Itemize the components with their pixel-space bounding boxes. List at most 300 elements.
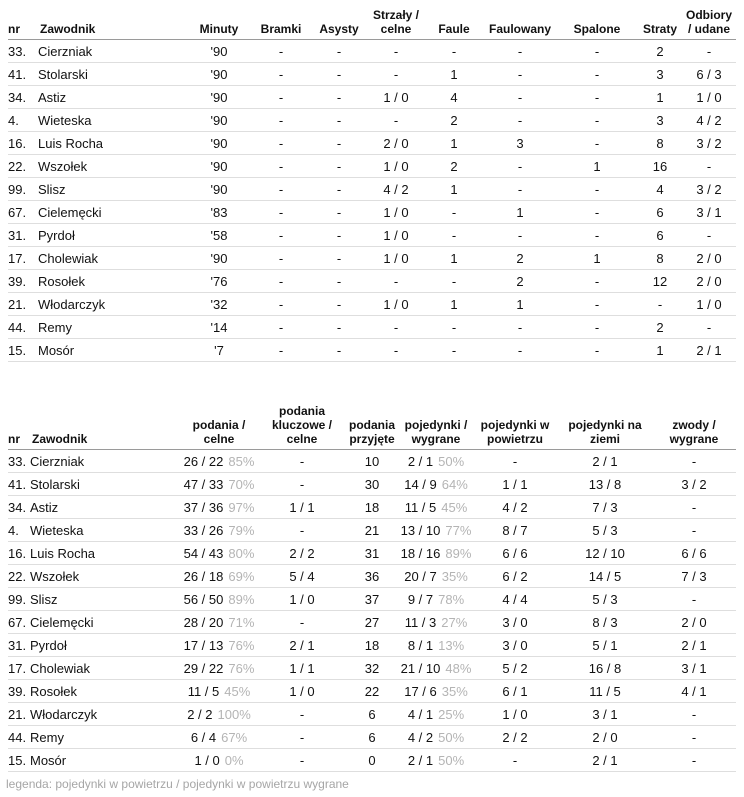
- player-number: 4.: [8, 109, 38, 132]
- stat-percentage: 50%: [438, 752, 465, 768]
- stat-cell: -: [652, 519, 736, 542]
- stat-value: 54 / 43: [183, 545, 224, 561]
- stat-percentage: 64%: [441, 476, 468, 492]
- stat-cell: -: [638, 293, 682, 316]
- stat-cell: 18: [344, 496, 400, 519]
- stat-value: 33 / 26: [183, 522, 224, 538]
- player-name: Wszołek: [38, 155, 186, 178]
- stat-cell: 1: [556, 247, 638, 270]
- stat-cell: '32: [186, 293, 252, 316]
- stat-cell: -: [310, 86, 368, 109]
- stat-cell: 2: [424, 155, 484, 178]
- stat-cell: -: [310, 155, 368, 178]
- column-header: Faulowany: [484, 8, 556, 40]
- match-stats-table: [8, 8, 736, 362]
- table-row: [8, 611, 736, 634]
- stat-cell: [400, 726, 472, 749]
- stat-cell: 3: [484, 132, 556, 155]
- stat-cell: 1 / 1: [472, 473, 558, 496]
- stat-cell: 5 / 3: [558, 588, 652, 611]
- stat-cell: 1 / 0: [368, 293, 424, 316]
- stat-cell: 27: [344, 611, 400, 634]
- stat-cell: -: [310, 178, 368, 201]
- stat-cell: [178, 588, 260, 611]
- player-name: Astiz: [38, 86, 186, 109]
- table-row: [8, 588, 736, 611]
- stat-cell: -: [682, 224, 736, 247]
- stat-percentage: 85%: [228, 453, 255, 469]
- stat-cell: -: [556, 270, 638, 293]
- stat-cell: 1: [556, 155, 638, 178]
- stat-percentage: 89%: [228, 591, 255, 607]
- stat-percentage: 13%: [438, 637, 465, 653]
- stat-cell: [178, 542, 260, 565]
- stat-percentage: 35%: [441, 568, 468, 584]
- stat-cell: -: [260, 611, 344, 634]
- stat-cell: 2 / 1: [652, 634, 736, 657]
- player-number: 39.: [8, 270, 38, 293]
- stat-cell: -: [484, 63, 556, 86]
- stat-cell: -: [556, 86, 638, 109]
- stat-cell: 16: [638, 155, 682, 178]
- stat-cell: '76: [186, 270, 252, 293]
- stat-cell: 1 / 0: [260, 588, 344, 611]
- stat-cell: 2 / 0: [652, 611, 736, 634]
- stat-cell: '58: [186, 224, 252, 247]
- stat-cell: -: [310, 132, 368, 155]
- stat-cell: 2: [638, 40, 682, 63]
- stat-cell: 2: [424, 109, 484, 132]
- stat-cell: -: [652, 703, 736, 726]
- column-header: Strzały / celne: [368, 8, 424, 40]
- player-name: Astiz: [30, 496, 178, 519]
- player-name: Rosołek: [38, 270, 186, 293]
- player-name: Stolarski: [38, 63, 186, 86]
- stat-cell: '90: [186, 109, 252, 132]
- stat-cell: [400, 680, 472, 703]
- stat-cell: -: [424, 316, 484, 339]
- stat-cell: [400, 657, 472, 680]
- player-number: 15.: [8, 749, 30, 772]
- column-header: Bramki: [252, 8, 310, 40]
- stat-percentage: 50%: [438, 453, 465, 469]
- stat-cell: [400, 473, 472, 496]
- stat-cell: [178, 519, 260, 542]
- stat-value: 18 / 16: [400, 545, 441, 561]
- player-name: Mosór: [38, 339, 186, 362]
- table-row: [8, 680, 736, 703]
- table-row: [8, 316, 736, 339]
- stat-cell: 6 / 6: [472, 542, 558, 565]
- stat-percentage: 25%: [438, 706, 465, 722]
- stat-cell: [178, 657, 260, 680]
- column-header: podania kluczowe / celne: [260, 404, 344, 450]
- table-row: [8, 496, 736, 519]
- stat-cell: -: [556, 316, 638, 339]
- player-number: 15.: [8, 339, 38, 362]
- stat-cell: 3 / 1: [558, 703, 652, 726]
- stat-cell: [400, 588, 472, 611]
- stat-cell: 31: [344, 542, 400, 565]
- player-name: Luis Rocha: [30, 542, 178, 565]
- player-name: Cielemęcki: [38, 201, 186, 224]
- stat-cell: [400, 496, 472, 519]
- player-name: Pyrdoł: [38, 224, 186, 247]
- stat-cell: 1 / 0: [682, 293, 736, 316]
- table-row: [8, 726, 736, 749]
- stat-cell: [178, 496, 260, 519]
- stat-cell: -: [652, 450, 736, 473]
- table-row: [8, 178, 736, 201]
- stat-percentage: 71%: [228, 614, 255, 630]
- stat-cell: -: [368, 270, 424, 293]
- player-name: Pyrdoł: [30, 634, 178, 657]
- stat-cell: -: [368, 316, 424, 339]
- stat-cell: -: [252, 270, 310, 293]
- stat-cell: 3 / 1: [652, 657, 736, 680]
- player-name: Remy: [30, 726, 178, 749]
- column-header: Zawodnik: [30, 404, 178, 450]
- stat-cell: [400, 450, 472, 473]
- stat-cell: -: [252, 40, 310, 63]
- stat-cell: 3 / 0: [472, 634, 558, 657]
- stat-cell: -: [484, 224, 556, 247]
- stat-value: 17 / 13: [183, 637, 224, 653]
- stat-cell: 4 / 2: [682, 109, 736, 132]
- table-row: [8, 634, 736, 657]
- column-header: Spalone: [556, 8, 638, 40]
- table-row: [8, 293, 736, 316]
- stat-percentage: 78%: [438, 591, 465, 607]
- stat-cell: -: [652, 726, 736, 749]
- table-row: [8, 109, 736, 132]
- stat-cell: -: [556, 132, 638, 155]
- table-row: [8, 565, 736, 588]
- stat-value: 37 / 36: [183, 499, 224, 515]
- stat-cell: 6 / 3: [682, 63, 736, 86]
- stat-cell: [400, 542, 472, 565]
- table-row: [8, 473, 736, 496]
- stat-cell: -: [652, 749, 736, 772]
- table-row: [8, 519, 736, 542]
- stat-cell: 1: [424, 178, 484, 201]
- stat-percentage: 100%: [217, 706, 251, 722]
- column-header: zwody / wygrane: [652, 404, 736, 450]
- column-header: pojedynki w powietrzu: [472, 404, 558, 450]
- stat-cell: 3: [638, 63, 682, 86]
- column-header: Faule: [424, 8, 484, 40]
- stat-percentage: 45%: [441, 499, 468, 515]
- stat-cell: -: [260, 749, 344, 772]
- stat-percentage: 48%: [445, 660, 472, 676]
- stat-cell: 1 / 0: [368, 247, 424, 270]
- stat-percentage: 76%: [228, 637, 255, 653]
- stat-value: 26 / 18: [183, 568, 224, 584]
- stat-cell: 3 / 2: [682, 132, 736, 155]
- stat-cell: 6 / 6: [652, 542, 736, 565]
- stat-cell: 5 / 1: [558, 634, 652, 657]
- stat-cell: -: [252, 109, 310, 132]
- stat-cell: 37: [344, 588, 400, 611]
- stat-cell: 6: [344, 726, 400, 749]
- stat-cell: 4 / 2: [368, 178, 424, 201]
- stat-cell: 30: [344, 473, 400, 496]
- stat-value: 9 / 7: [407, 591, 434, 607]
- stat-cell: '90: [186, 40, 252, 63]
- stat-cell: -: [260, 473, 344, 496]
- stat-cell: 8: [638, 247, 682, 270]
- stat-percentage: 77%: [445, 522, 472, 538]
- stat-value: 1 / 0: [194, 752, 220, 768]
- table-row: [8, 40, 736, 63]
- stat-value: 11 / 5: [404, 499, 437, 515]
- stat-cell: -: [310, 293, 368, 316]
- stat-cell: -: [484, 178, 556, 201]
- column-header: podania / celne: [178, 404, 260, 450]
- stat-cell: 1: [638, 339, 682, 362]
- player-number: 33.: [8, 40, 38, 63]
- player-name: Włodarczyk: [30, 703, 178, 726]
- player-number: 44.: [8, 316, 38, 339]
- stat-cell: 1 / 0: [368, 86, 424, 109]
- player-number: 99.: [8, 588, 30, 611]
- stat-cell: [178, 450, 260, 473]
- table-row: [8, 703, 736, 726]
- stat-cell: 2: [638, 316, 682, 339]
- stat-cell: -: [368, 63, 424, 86]
- stat-cell: '14: [186, 316, 252, 339]
- stat-cell: 3: [638, 109, 682, 132]
- player-number: 67.: [8, 201, 38, 224]
- stat-cell: 3 / 2: [682, 178, 736, 201]
- stat-value: 6 / 4: [190, 729, 217, 745]
- table-row: [8, 542, 736, 565]
- stat-value: 4 / 1: [407, 706, 434, 722]
- duels-passes-table: [8, 404, 736, 772]
- player-name: Rosołek: [30, 680, 178, 703]
- stat-cell: -: [252, 293, 310, 316]
- stat-cell: 14 / 5: [558, 565, 652, 588]
- stat-cell: 11 / 5: [558, 680, 652, 703]
- player-name: Cielemęcki: [30, 611, 178, 634]
- stat-cell: -: [472, 450, 558, 473]
- player-name: Mosór: [30, 749, 178, 772]
- player-name: Cierzniak: [38, 40, 186, 63]
- stat-cell: -: [556, 178, 638, 201]
- stat-cell: 2 / 1: [260, 634, 344, 657]
- player-number: 67.: [8, 611, 30, 634]
- stat-cell: 32: [344, 657, 400, 680]
- player-name: Cierzniak: [30, 450, 178, 473]
- stat-value: 47 / 33: [183, 476, 224, 492]
- stat-cell: 3 / 1: [682, 201, 736, 224]
- table-row: [8, 657, 736, 680]
- stat-cell: -: [424, 40, 484, 63]
- stat-cell: -: [682, 155, 736, 178]
- stat-value: 2 / 1: [407, 453, 434, 469]
- player-number: 31.: [8, 634, 30, 657]
- column-header: Odbiory / udane: [682, 8, 736, 40]
- stat-percentage: 76%: [228, 660, 255, 676]
- stat-cell: 4 / 4: [472, 588, 558, 611]
- stat-cell: '90: [186, 63, 252, 86]
- player-name: Slisz: [30, 588, 178, 611]
- stat-cell: 1: [424, 63, 484, 86]
- column-header: pojedynki / wygrane: [400, 404, 472, 450]
- stat-value: 26 / 22: [183, 453, 224, 469]
- stat-cell: 36: [344, 565, 400, 588]
- player-name: Cholewiak: [30, 657, 178, 680]
- stat-cell: 8 / 3: [558, 611, 652, 634]
- player-number: 99.: [8, 178, 38, 201]
- player-number: 16.: [8, 542, 30, 565]
- player-number: 41.: [8, 473, 30, 496]
- stat-percentage: 69%: [228, 568, 255, 584]
- legend-note: legenda: pojedynki w powietrzu / pojedynki w powietrzu wygrane: [6, 777, 349, 791]
- stat-cell: -: [260, 450, 344, 473]
- column-header: podania przyjęte: [344, 404, 400, 450]
- stat-cell: -: [484, 339, 556, 362]
- stat-percentage: 79%: [228, 522, 255, 538]
- stat-cell: 5 / 3: [558, 519, 652, 542]
- column-header: Straty: [638, 8, 682, 40]
- stat-cell: [178, 565, 260, 588]
- stat-cell: -: [252, 247, 310, 270]
- player-number: 44.: [8, 726, 30, 749]
- stat-cell: -: [556, 201, 638, 224]
- stat-cell: -: [368, 339, 424, 362]
- player-name: Wszołek: [30, 565, 178, 588]
- stat-cell: 2: [484, 247, 556, 270]
- stat-cell: '7: [186, 339, 252, 362]
- stat-value: 56 / 50: [183, 591, 224, 607]
- player-number: 41.: [8, 63, 38, 86]
- stat-cell: -: [556, 224, 638, 247]
- stat-value: 13 / 10: [400, 522, 441, 538]
- stat-cell: -: [368, 109, 424, 132]
- stat-cell: [178, 680, 260, 703]
- stat-cell: 6: [344, 703, 400, 726]
- stat-cell: [400, 703, 472, 726]
- stat-cell: 8 / 7: [472, 519, 558, 542]
- stat-cell: -: [310, 63, 368, 86]
- stat-cell: -: [652, 588, 736, 611]
- stat-cell: 4 / 2: [472, 496, 558, 519]
- stat-cell: [400, 519, 472, 542]
- stat-cell: '83: [186, 201, 252, 224]
- stat-cell: 12 / 10: [558, 542, 652, 565]
- stat-cell: 1 / 0: [260, 680, 344, 703]
- stat-percentage: 67%: [221, 729, 248, 745]
- stat-cell: -: [260, 726, 344, 749]
- stat-cell: -: [484, 155, 556, 178]
- stat-cell: 22: [344, 680, 400, 703]
- column-header: nr: [8, 8, 38, 40]
- stat-cell: 1: [424, 247, 484, 270]
- stat-cell: -: [252, 224, 310, 247]
- stat-cell: 16 / 8: [558, 657, 652, 680]
- stat-cell: '90: [186, 247, 252, 270]
- stat-value: 8 / 1: [407, 637, 434, 653]
- column-header: Asysty: [310, 8, 368, 40]
- stat-cell: 1: [424, 293, 484, 316]
- header-row: [8, 8, 736, 40]
- stat-cell: -: [424, 339, 484, 362]
- stat-cell: [178, 634, 260, 657]
- stat-cell: [178, 611, 260, 634]
- stat-value: 20 / 7: [404, 568, 437, 584]
- player-name: Stolarski: [30, 473, 178, 496]
- stat-cell: [178, 703, 260, 726]
- player-number: 31.: [8, 224, 38, 247]
- stat-cell: -: [252, 201, 310, 224]
- stat-cell: -: [556, 293, 638, 316]
- player-number: 34.: [8, 86, 38, 109]
- player-name: Włodarczyk: [38, 293, 186, 316]
- stat-cell: -: [556, 109, 638, 132]
- stat-cell: -: [260, 703, 344, 726]
- header-row: [8, 404, 736, 450]
- stat-percentage: 35%: [441, 683, 468, 699]
- stat-cell: 1 / 0: [682, 86, 736, 109]
- table-row: [8, 132, 736, 155]
- stat-cell: '90: [186, 155, 252, 178]
- stat-cell: 1: [484, 293, 556, 316]
- stat-cell: 2 / 1: [682, 339, 736, 362]
- table-row: [8, 86, 736, 109]
- stat-cell: [178, 749, 260, 772]
- stat-cell: 5 / 4: [260, 565, 344, 588]
- player-number: 16.: [8, 132, 38, 155]
- stat-percentage: 97%: [228, 499, 255, 515]
- stat-cell: -: [310, 316, 368, 339]
- stat-cell: 1: [638, 86, 682, 109]
- player-number: 21.: [8, 293, 38, 316]
- stat-cell: -: [484, 86, 556, 109]
- stat-cell: 7 / 3: [558, 496, 652, 519]
- player-number: 34.: [8, 496, 30, 519]
- stat-cell: 21: [344, 519, 400, 542]
- stat-cell: [400, 565, 472, 588]
- stat-cell: 6: [638, 201, 682, 224]
- stat-cell: -: [424, 201, 484, 224]
- stat-cell: -: [484, 109, 556, 132]
- stat-cell: 6 / 1: [472, 680, 558, 703]
- stat-cell: -: [252, 178, 310, 201]
- stat-cell: 1: [424, 132, 484, 155]
- stat-cell: -: [310, 224, 368, 247]
- stat-cell: '90: [186, 86, 252, 109]
- stat-percentage: 50%: [438, 729, 465, 745]
- stat-value: 11 / 5: [187, 683, 220, 699]
- stat-cell: 4: [424, 86, 484, 109]
- stat-cell: -: [424, 224, 484, 247]
- stat-cell: -: [682, 316, 736, 339]
- stat-value: 28 / 20: [183, 614, 224, 630]
- column-header: pojedynki na ziemi: [558, 404, 652, 450]
- table-row: [8, 224, 736, 247]
- stat-cell: -: [652, 496, 736, 519]
- column-header: Minuty: [186, 8, 252, 40]
- stat-value: 14 / 9: [404, 476, 437, 492]
- stat-percentage: 70%: [228, 476, 255, 492]
- player-name: Cholewiak: [38, 247, 186, 270]
- player-name: Luis Rocha: [38, 132, 186, 155]
- stat-cell: '90: [186, 178, 252, 201]
- player-name: Wieteska: [38, 109, 186, 132]
- stat-cell: -: [310, 247, 368, 270]
- stat-cell: -: [556, 339, 638, 362]
